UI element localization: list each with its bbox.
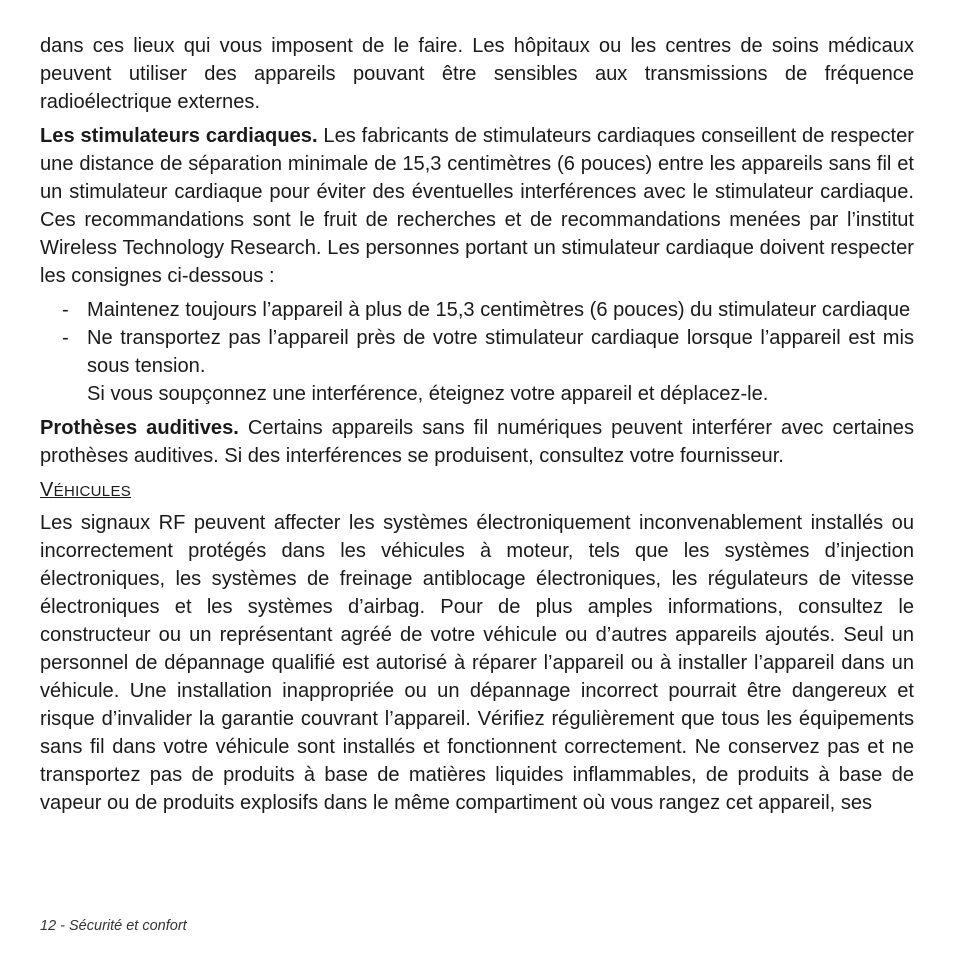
- dash-bullet: -: [62, 327, 69, 349]
- heading-rest: ÉHICULES: [53, 483, 132, 500]
- page-footer: 12 - Sécurité et confort: [40, 918, 187, 934]
- pacemaker-guidelines-list: [40, 296, 914, 408]
- dash-bullet: -: [62, 299, 69, 321]
- hearing-aids-body: Certains appareils sans fil numériques peuvent interférer avec certaines prothèses auditives. Si des interférences se produisent, consultez votre fournisseur.: [40, 417, 915, 467]
- list-item-text: Ne transportez pas l’appareil près de votre stimulateur cardiaque lorsque l’appareil est mis sous tension.: [87, 327, 914, 377]
- page-content: [40, 32, 914, 823]
- hearing-aids-paragraph: [40, 414, 914, 470]
- section-heading-vehicles: [40, 479, 914, 503]
- intro-paragraph: dans ces lieux qui vous imposent de le faire. Les hôpitaux ou les centres de soins médicaux peuvent utiliser des appareils pouvant être sensibles aux transmissions de fréquence radioélectrique externes.: [40, 35, 914, 113]
- list-item-text: Maintenez toujours l’appareil à plus de 15,3 centimètres (6 pouces) du stimulateur cardiaque: [87, 299, 911, 321]
- list-item: [40, 296, 914, 324]
- heading-initial: V: [40, 479, 54, 501]
- hearing-aids-title: Prothèses auditives.: [40, 417, 239, 439]
- list-item: [40, 324, 914, 408]
- pacemakers-paragraph: [40, 122, 914, 290]
- list-item-text-continued: Si vous soupçonnez une interférence, éteignez votre appareil et déplacez-le.: [87, 383, 769, 405]
- pacemakers-title: Les stimulateurs cardiaques.: [40, 125, 318, 147]
- pacemakers-body: Les fabricants de stimulateurs cardiaques conseillent de respecter une distance de séparation minimale de 15,3 centimètres (6 pouces) entre les appareils sans fil et un stimulateur cardiaque pour éviter des éventuelles interférences avec le stimulateur cardiaque. Ces recommandations sont le fruit de recherches et de recommandations menées par l’institut Wireless Technology Research. Les personnes portant un stimulateur cardiaque doivent respecter les consignes ci-dessous :: [40, 125, 914, 287]
- vehicles-paragraph: Les signaux RF peuvent affecter les systèmes électroniquement inconvenablement installés ou incorrectement protégés dans les véhicules à moteur, tels que les systèmes d’injection électroniques, les systèmes de freinage antiblocage électroniques, les régulateurs de vitesse électroniques et les systèmes d’airbag. Pour de plus amples informations, consultez le constructeur ou un représentant agréé de votre véhicule ou d’autres appareils ajoutés. Seul un personnel de dépannage qualifié est autorisé à réparer l’appareil ou à installer l’appareil dans un véhicule. Une installation inappropriée ou un dépannage incorrect pourrait être dangereux et risque d’invalider la garantie couvrant l’appareil. Vérifiez régulièrement que tous les équipements sans fil dans votre véhicule sont installés et fonctionnent correctement. Ne conservez pas et ne transportez pas de produits à base de matières liquides inflammables, de produits à base de vapeur ou de produits explosifs dans le même compartiment où vous rangez cet appareil, ses: [40, 512, 914, 814]
